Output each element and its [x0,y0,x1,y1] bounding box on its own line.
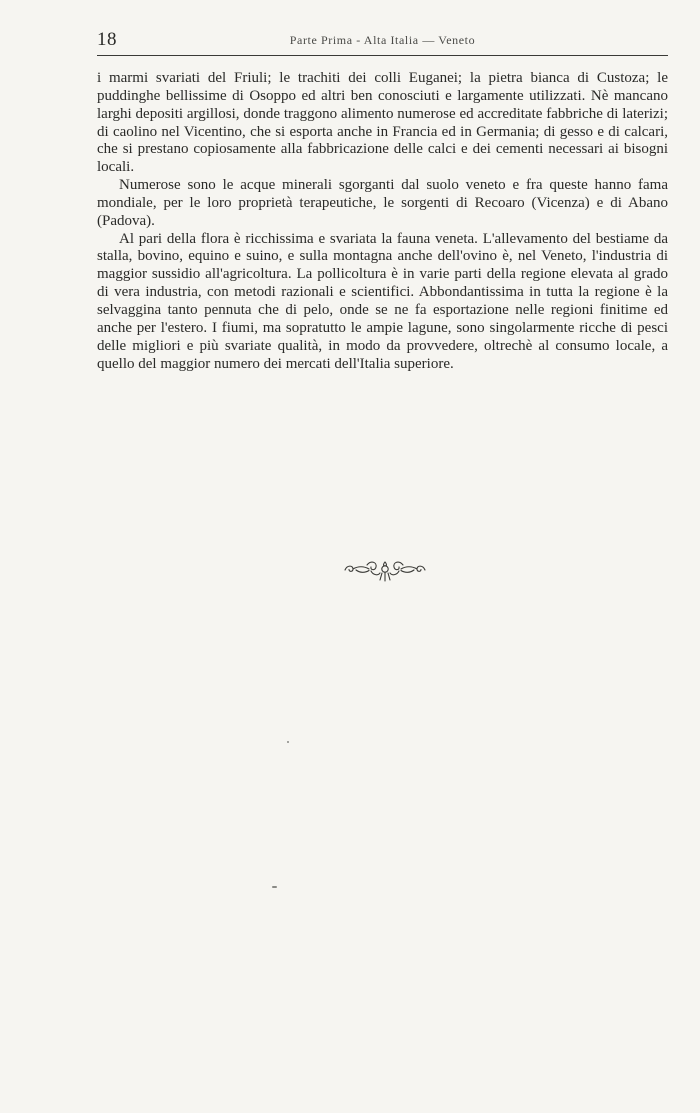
body-text [97,70,668,373]
page-number: 18 [97,29,117,50]
paragraph-2: Numerose sono le acque minerali sgorganti dal suolo veneto e fra queste hanno fama mondiale, per le loro proprietà terapeutiche, le sorgenti di Recoaro (Vicenza) e di Abano (Padova). [97,177,668,229]
paper-speck [287,741,289,743]
page-header [97,28,668,54]
paragraph-3: Al pari della flora è ricchissima e svariata la fauna veneta. L'allevamento del bestiame da stalla, bovino, equino e suino, e sulla montagna anche dell'ovino è, nel Veneto, l'industria di maggior sussidio all'agricoltura. La pollicoltura è in varie parti della regione elevata al grado di vera industria, con metodi razionali e scientifici. Abbondantissima in tutta la regione è la selvaggina tanto pennuta che di pelo, onde se ne fa esportazione nelle regioni finitime ed anche per l'estero. I fiumi, ma sopratutto le ampie lagune, sono singolarmente ricche di pesci delle migliori e più svariate qualità, in modo da provvedere, oltrechè al consumo locale, a quello del maggior numero dei mercati dell'Italia superiore. [97,230,668,372]
paragraph-1: i marmi svariati del Friuli; le trachiti dei colli Euganei; la pietra bianca di Custoza; le puddinghe bellissime di Osoppo ed altri ben conosciuti e largamente utilizzati. Nè mancano larghi depositi argillosi, donde traggono alimento numerose ed accreditate fabbriche di laterizi; di caolino nel Vicentino, che si esporta anche in Francia ed in Germania; di gesso e di calcari, che si prestano copiosamente alla fabbricazione delle calci e dei cementi necessari ai bisogni locali. [97,70,668,176]
paper-speck [272,886,277,888]
floral-tailpiece-ornament-icon [342,556,428,584]
running-head: Parte Prima - Alta Italia — Veneto [289,33,476,47]
header-rule [97,55,668,56]
